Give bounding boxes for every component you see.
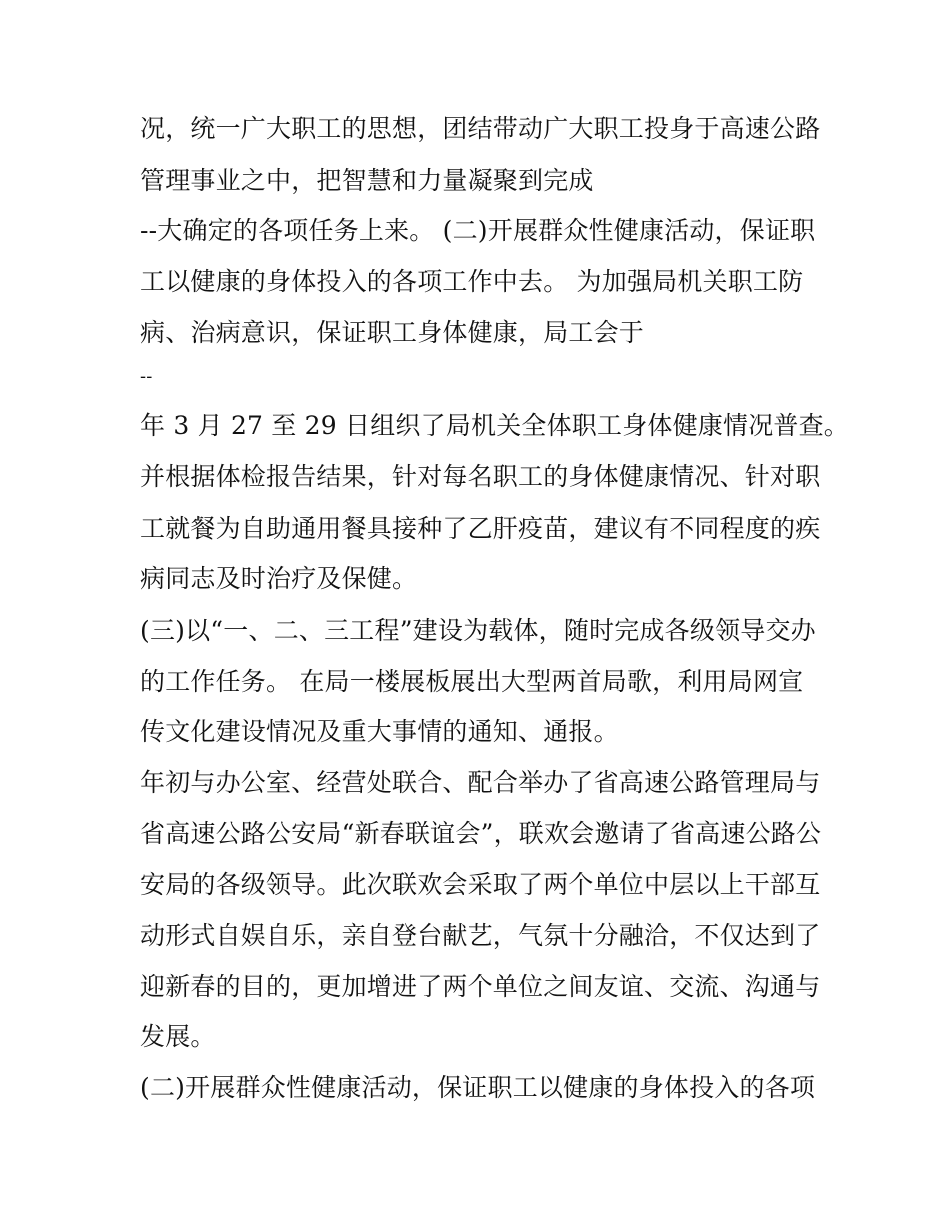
text-line: 管理事业之中，把智慧和力量凝聚到完成 bbox=[140, 166, 594, 195]
text-line: 年初与办公室、经营处联合、配合举办了省高速公路管理局与 bbox=[140, 768, 821, 797]
text-line: 传文化建设情况及重大事情的通知、通报。 bbox=[140, 717, 619, 746]
text-line: --大确定的各项任务上来。 (二)开展群众性健康活动，保证职 bbox=[140, 216, 816, 245]
text-line: 病、治病意识，保证职工身体健康，局工会于 bbox=[140, 318, 645, 347]
text-line: -- bbox=[140, 366, 153, 387]
text-line: 并根据体检报告结果，针对每名职工的身体健康情况、针对职 bbox=[140, 462, 821, 491]
text-line: 的工作任务。 在局一楼展板展出大型两首局歌，利用局网宣 bbox=[140, 667, 804, 696]
text-line: 动形式自娱自乐，亲自登台献艺，气氛十分融洽，不仅达到了 bbox=[140, 921, 821, 950]
text-line: 病同志及时治疗及保健。 bbox=[140, 564, 418, 593]
text-line: 工就餐为自助通用餐具接种了乙肝疫苗，建议有不同程度的疾 bbox=[140, 514, 821, 543]
text-line: 发展。 bbox=[140, 1022, 216, 1051]
text-line: 迎新春的目的，更加增进了两个单位之间友谊、交流、沟通与 bbox=[140, 972, 821, 1001]
text-line: (三)以“一、二、三工程”建设为载体，随时完成各级领导交办 bbox=[140, 616, 816, 645]
text-line: 省高速公路公安局“新春联谊会”，联欢会邀请了省高速公路公 bbox=[140, 819, 822, 848]
text-line: 年 3 月 27 至 29 日组织了局机关全体职工身体健康情况普查。 bbox=[140, 411, 850, 440]
text-line: (二)开展群众性健康活动，保证职工以健康的身体投入的各项 bbox=[140, 1073, 816, 1102]
text-line: 况，统一广大职工的思想，团结带动广大职工投身于高速公路 bbox=[140, 114, 821, 143]
text-line: 工以健康的身体投入的各项工作中去。 为加强局机关职工防 bbox=[140, 267, 804, 296]
text-line: 安局的各级领导。此次联欢会采取了两个单位中层以上干部互 bbox=[140, 870, 821, 899]
